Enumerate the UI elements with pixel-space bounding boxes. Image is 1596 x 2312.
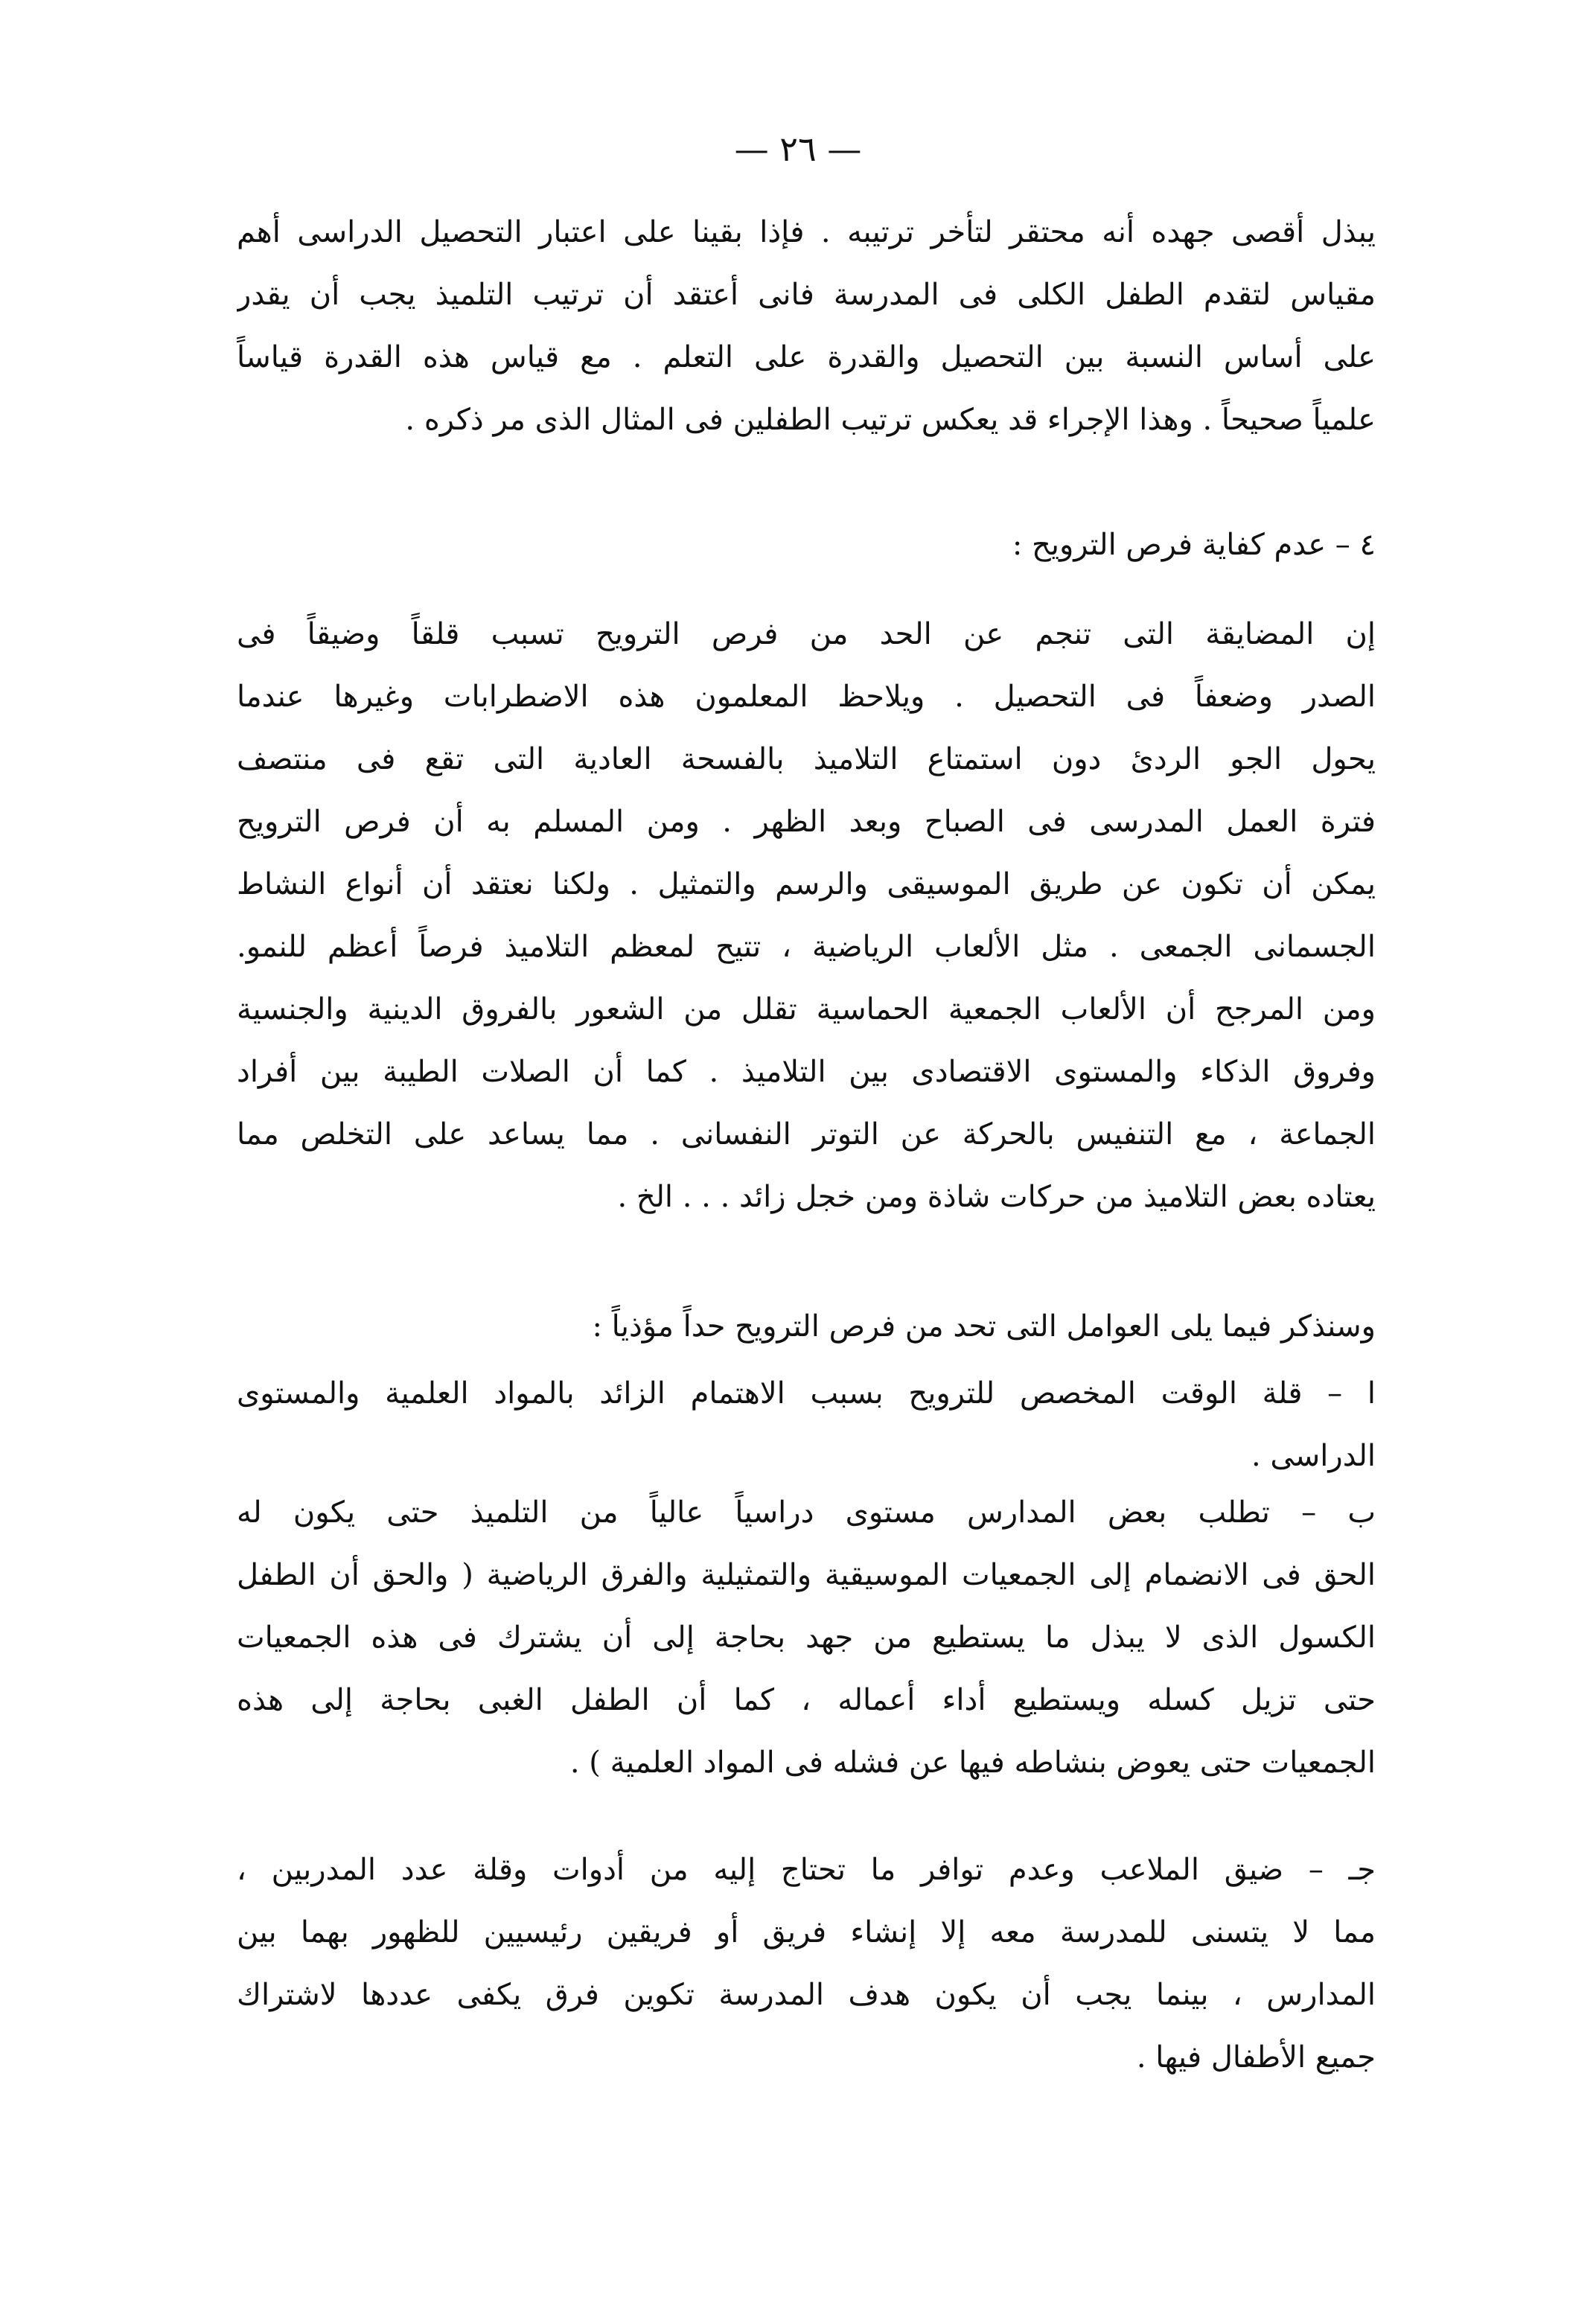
text-line: إن المضايقة التى تنجم عن الحد من فرص الترويح تسبب قلقاً وضيقاً فى (237, 617, 1376, 651)
text-line: يعتاده بعض التلاميذ من حركات شاذة ومن خجل زائد . . . الخ . (617, 1180, 1376, 1214)
text-line: مما لا يتسنى للمدرسة معه إلا إنشاء فريق أو فريقين رئيسيين للظهور بهما بين (237, 1915, 1376, 1949)
list-item-a (237, 1362, 1376, 1487)
text-line: يبذل أقصى جهده أنه محتقر لتأخر ترتيبه . فإذا بقينا على اعتبار التحصيل الدراسى أهم (237, 215, 1376, 249)
text-line: مقياس لتقدم الطفل الكلى فى المدرسة فانى أعتقد أن ترتيب التلميذ يجب أن يقدر (237, 278, 1376, 312)
list-item-c (237, 1839, 1376, 2089)
heading-text: ٤ – عدم كفاية فرص الترويح : (1012, 528, 1376, 562)
text-line: الكسول الذى لا يبذل ما يستطيع من جهد بحاجة إلى أن يشترك فى هذه الجمعيات (237, 1620, 1376, 1655)
text-line: يحول الجو الردئ دون استمتاع التلاميذ بالفسحة العادية التى تقع فى منتصف (237, 742, 1376, 776)
text-line: المدارس ، بينما يجب أن يكون هدف المدرسة تكوين فرق يكفى عددها لاشتراك (237, 1978, 1376, 2012)
text-line: الصدر وضعفاً فى التحصيل . ويلاحظ المعلمون هذه الاضطرابات وغيرها عندما (237, 680, 1376, 714)
text-line: فترة العمل المدرسى فى الصباح وبعد الظهر . ومن المسلم به أن فرص الترويح (237, 805, 1376, 839)
text-line: الجسمانى الجمعى . مثل الألعاب الرياضية ، تتيح لمعظم التلاميذ فرصاً أعظم للنمو. (237, 930, 1376, 964)
text-line: الدراسى . (1251, 1439, 1376, 1473)
text-line: الجماعة ، مع التنفيس بالحركة عن التوتر النفسانى . مما يساعد على التخلص مما (237, 1117, 1376, 1152)
text-line: ا – قلة الوقت المخصص للترويح بسبب الاهتمام الزائد بالمواد العلمية والمستوى (237, 1376, 1376, 1411)
text-line: جميع الأطفال فيها . (1136, 2040, 1376, 2075)
text-line: الحق فى الانضمام إلى الجمعيات الموسيقية والتمثيلية والفرق الرياضية ( والحق أن الطفل (237, 1558, 1376, 1592)
paragraph-3 (237, 1295, 1376, 1358)
text-line: الجمعيات حتى يعوض بنشاطه فيها عن فشله فى المواد العلمية ) . (569, 1746, 1376, 1780)
list-item-b (237, 1481, 1376, 1794)
text-line: جـ – ضيق الملاعب وعدم توافر ما تحتاج إليه من أدوات وقلة عدد المدربين ، (237, 1853, 1376, 1887)
text-line: وسنذكر فيما يلى العوامل التى تحد من فرص الترويح حداً مؤذياً : (592, 1309, 1376, 1344)
text-line: حتى تزيل كسله ويستطيع أداء أعماله ، كما أن الطفل الغبى بحاجة إلى هذه (237, 1683, 1376, 1717)
text-line: ب – تطلب بعض المدارس مستوى دراسياً عالياً من التلميذ حتى يكون له (237, 1495, 1376, 1530)
paragraph-1 (237, 201, 1376, 451)
text-line: وفروق الذكاء والمستوى الاقتصادى بين التلاميذ . كما أن الصلات الطيبة بين أفراد (237, 1055, 1376, 1089)
page-number: — ٢٦ — (734, 129, 862, 169)
text-line: يمكن أن تكون عن طريق الموسيقى والرسم والتمثيل . ولكنا نعتقد أن أنواع النشاط (237, 867, 1376, 901)
text-line: علمياً صحيحاً . وهذا الإجراء قد يعكس ترتيب الطفلين فى المثال الذى مر ذكره . (405, 403, 1376, 437)
paragraph-2 (237, 603, 1376, 1228)
text-line: على أساس النسبة بين التحصيل والقدرة على التعلم . مع قياس هذه القدرة قياساً (237, 340, 1376, 374)
text-line: ومن المرجح أن الألعاب الجمعية الحماسية تقلل من الشعور بالفروق الدينية والجنسية (237, 992, 1376, 1026)
section-heading (237, 514, 1376, 576)
